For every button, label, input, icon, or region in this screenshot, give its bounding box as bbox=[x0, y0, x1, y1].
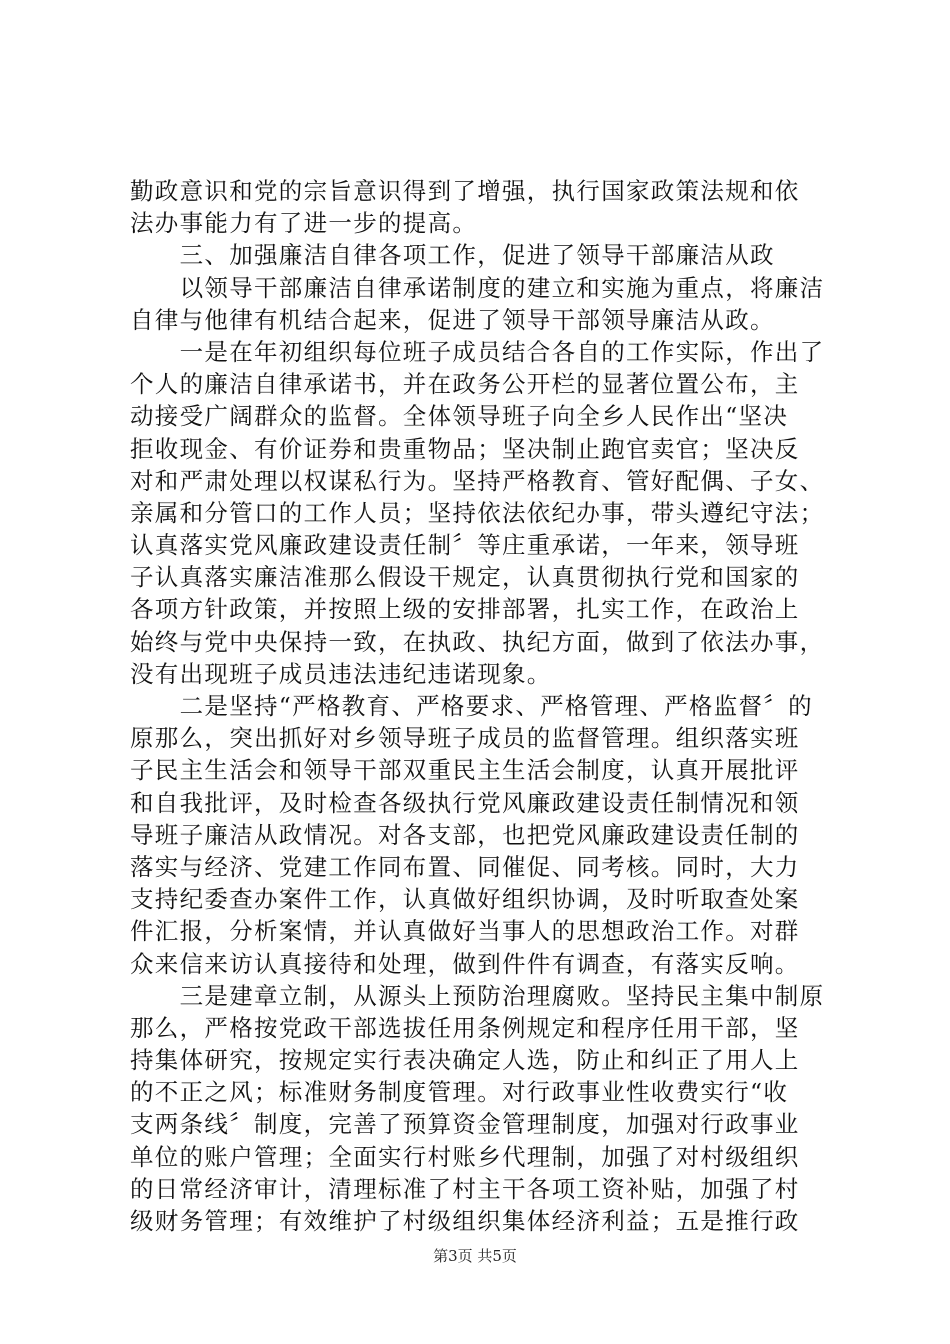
text-line: 的日常经济审计，清理标准了村主干各项工资补贴，加强了村 bbox=[130, 1174, 800, 1203]
text-line: 子认真落实廉洁准那么假设干规定，认真贯彻执行党和国家的 bbox=[130, 563, 800, 592]
text-line: 导班子廉洁从政情况。对各支部，也把党风廉政建设责任制的 bbox=[130, 820, 800, 849]
text-line: 自律与他律有机结合起来，促进了领导干部领导廉洁从政。 bbox=[130, 305, 775, 334]
text-line: 以领导干部廉洁自律承诺制度的建立和实施为重点，将廉洁 bbox=[130, 273, 825, 302]
text-line: 的不正之风；标准财务制度管理。对行政事业性收费实行“收 bbox=[130, 1078, 789, 1107]
text-line: 一是在年初组织每位班子成员结合各自的工作实际，作出了 bbox=[130, 337, 825, 366]
text-line: 各项方针政策，并按照上级的安排部署，扎实工作，在政治上 bbox=[130, 595, 800, 624]
text-line: 落实与经济、党建工作同布置、同催促、同考核。同时，大力 bbox=[130, 852, 800, 881]
text-line: 拒收现金、有价证券和贵重物品；坚决制止跑官卖官；坚决反 bbox=[130, 434, 800, 463]
body-text bbox=[130, 175, 830, 1237]
text-line: 个人的廉洁自律承诺书，并在政务公开栏的显著位置公布，主 bbox=[130, 370, 800, 399]
text-line: 原那么，突出抓好对乡领导班子成员的监督管理。组织落实班 bbox=[130, 724, 800, 753]
text-line: 那么，严格按党政干部选拔任用条例规定和程序任用干部，坚 bbox=[130, 1013, 800, 1042]
text-line: 级财务管理；有效维护了村级组织集体经济利益；五是推行政 bbox=[130, 1207, 800, 1235]
text-line: 动接受广阔群众的监督。全体领导班子向全乡人民作出“坚决 bbox=[130, 402, 789, 431]
text-line: 三是建章立制，从源头上预防治理腐败。坚持民主集中制原 bbox=[130, 981, 825, 1010]
page-footer: 第3页 共5页 bbox=[433, 1247, 517, 1265]
text-line: 单位的账户管理；全面实行村账乡代理制，加强了对村级组织 bbox=[130, 1142, 800, 1171]
text-line: 勤政意识和党的宗旨意识得到了增强，执行国家政策法规和依 bbox=[130, 177, 800, 205]
text-line: 二是坚持“严格教育、严格要求、严格管理、严格监督〞的 bbox=[130, 692, 813, 720]
text-line: 件汇报，分析案情，并认真做好当事人的思想政治工作。对群 bbox=[130, 917, 800, 946]
text-line: 支持纪委查办案件工作，认真做好组织协调，及时听取查处案 bbox=[130, 885, 800, 914]
text-line: 认真落实党风廉政建设责任制〞等庄重承诺，一年来，领导班 bbox=[130, 531, 800, 560]
text-line: 亲属和分管口的工作人员；坚持依法依纪办事，带头遵纪守法； bbox=[130, 498, 825, 527]
text-line: 持集体研究，按规定实行表决确定人选，防止和纠正了用人上 bbox=[130, 1046, 800, 1075]
text-line: 对和严肃处理以权谋私行为。坚持严格教育、管好配偶、子女、 bbox=[130, 466, 825, 495]
text-line: 法办事能力有了进一步的提高。 bbox=[130, 209, 478, 238]
text-line: 和自我批评，及时检查各级执行党风廉政建设责任制情况和领 bbox=[130, 788, 800, 817]
section-heading: 三、加强廉洁自律各项工作，促进了领导干部廉洁从政 bbox=[130, 241, 775, 270]
text-line: 支两条线〞制度，完善了预算资金管理制度，加强对行政事业 bbox=[130, 1110, 800, 1139]
text-line: 子民主生活会和领导干部双重民主生活会制度，认真开展批评 bbox=[130, 756, 800, 785]
text-line: 没有出现班子成员违法违纪违诺现象。 bbox=[130, 659, 552, 688]
text-line: 始终与党中央保持一致，在执政、执纪方面，做到了依法办事， bbox=[130, 627, 825, 656]
text-line: 众来信来访认真接待和处理，做到件件有调查，有落实反响。 bbox=[130, 949, 800, 978]
